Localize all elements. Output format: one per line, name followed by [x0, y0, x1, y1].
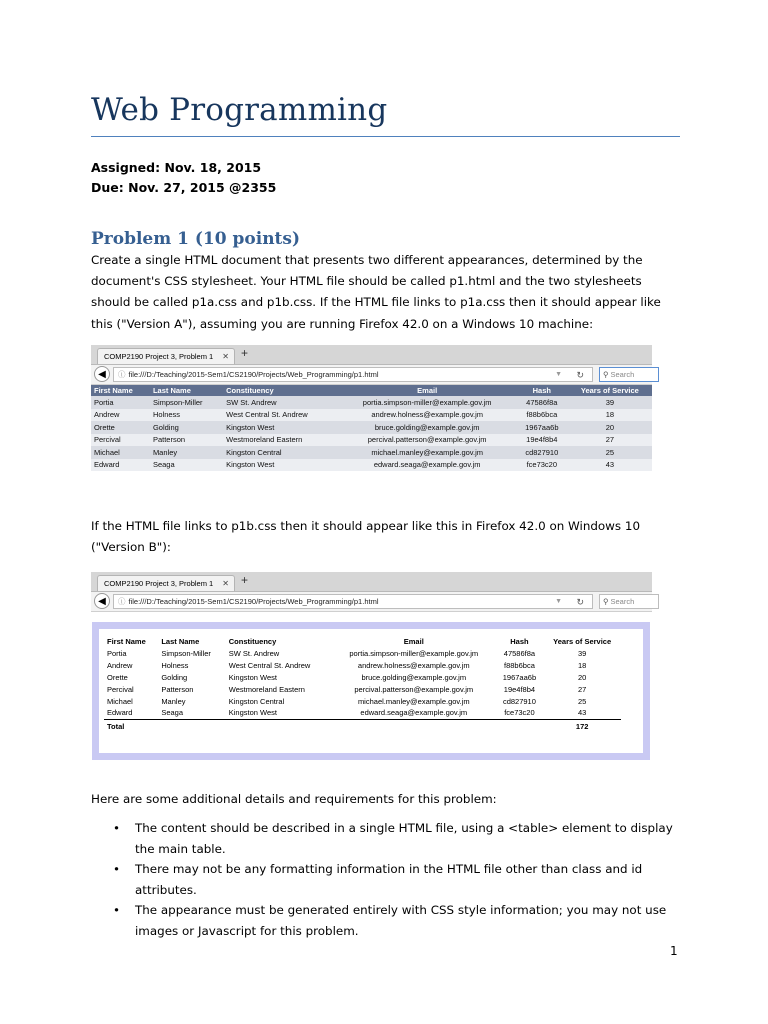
cell: 20 — [568, 421, 652, 434]
header-constituency: Constituency — [228, 637, 277, 646]
cell: Patterson — [161, 684, 194, 694]
header-last-name: Last Name — [161, 637, 200, 646]
cell: Kingston West — [223, 459, 338, 472]
cell: 20 — [577, 672, 587, 682]
cell: Seaga — [161, 708, 183, 718]
version-b-paragraph: If the HTML file links to p1b.css then it should appear like this in Firefox 42.0 on Windows 10 ("Version B"): — [91, 519, 641, 555]
cell: portia.simpson-miller@example.gov.jm — [349, 649, 479, 659]
cell: edward.seaga@example.gov.jm — [338, 459, 515, 472]
cell: andrew.holness@example.gov.jm — [357, 661, 470, 671]
table-header-row — [91, 385, 652, 396]
cell: Manley — [150, 446, 223, 459]
close-icon[interactable]: ✕ — [222, 579, 229, 588]
cell: bruce.golding@example.gov.jm — [361, 672, 467, 682]
assigned-line — [91, 160, 261, 175]
cell: Kingston Central — [228, 696, 285, 706]
new-tab-icon[interactable]: + — [241, 573, 249, 587]
cell: Orette — [107, 672, 128, 682]
problem-heading: Problem 1 (10 points) — [91, 229, 301, 249]
search-placeholder: Search — [610, 597, 635, 606]
total-value: 172 — [543, 719, 621, 733]
chevron-down-icon[interactable]: ▼ — [555, 598, 562, 605]
table-row — [91, 396, 652, 409]
back-arrow-icon[interactable]: ◀ — [94, 593, 110, 609]
tab-title: COMP2190 Project 3, Problem 1 — [104, 579, 214, 588]
search-icon: ⚲ — [603, 370, 609, 379]
header-email: Email — [403, 637, 424, 646]
cell: Simpson-Miller — [150, 396, 223, 409]
table-header-row — [104, 635, 621, 648]
url-bar[interactable] — [113, 594, 593, 609]
url-text: file:///D:/Teaching/2015-Sem1/CS2190/Projects/Web_Programming/p1.html — [128, 597, 379, 606]
info-icon: ⓘ — [118, 597, 126, 606]
cell: Percival — [91, 434, 150, 447]
new-tab-icon[interactable]: + — [241, 346, 249, 360]
cell — [496, 719, 544, 733]
cell: 47586f8a — [516, 396, 568, 409]
cell: SW St. Andrew — [223, 396, 338, 409]
cell: Kingston Central — [223, 446, 338, 459]
table-row — [104, 695, 621, 707]
browser-tab-bar — [91, 572, 652, 592]
cell: 19e4f8b4 — [516, 434, 568, 447]
cell: edward.seaga@example.gov.jm — [360, 708, 468, 718]
cell: michael.manley@example.gov.jm — [338, 446, 515, 459]
browser-tab[interactable] — [97, 348, 235, 364]
cell: 18 — [568, 409, 652, 422]
table-row — [91, 421, 652, 434]
cell: 27 — [568, 434, 652, 447]
cell: f88b6bca — [504, 661, 535, 671]
cell: 43 — [577, 708, 587, 718]
cell: Andrew — [107, 661, 133, 671]
cell: Andrew — [91, 409, 150, 422]
list-item: • The appearance must be generated entirely with CSS style information; you may not use images or Javascript for this problem. — [91, 900, 691, 941]
due-value: Nov. 27, 2015 @2355 — [128, 180, 277, 195]
screenshot-version-b — [91, 572, 652, 612]
cell: portia.simpson-miller@example.gov.jm — [338, 396, 515, 409]
table-version-a — [91, 385, 652, 471]
cell: Edward — [91, 459, 150, 472]
chevron-down-icon[interactable]: ▼ — [555, 371, 562, 378]
table-row — [104, 648, 621, 660]
cell: 1967aa6b — [516, 421, 568, 434]
header-last-name: Last Name — [150, 385, 223, 396]
cell — [226, 719, 332, 733]
tab-title: COMP2190 Project 3, Problem 1 — [104, 352, 214, 361]
reload-icon[interactable]: ↻ — [576, 597, 584, 607]
cell: Kingston West — [228, 708, 277, 718]
table-row — [104, 707, 621, 719]
url-text: file:///D:/Teaching/2015-Sem1/CS2190/Projects/Web_Programming/p1.html — [128, 370, 379, 379]
search-placeholder: Search — [610, 370, 635, 379]
header-first-name: First Name — [91, 385, 150, 396]
intro-paragraph: Create a single HTML document that presents two different appearances, determined by the document's CSS stylesheet. Your HTML file should be called p1.html and the two stylesheets should be called p1a.css and p1b.css. If the HTML file links to p1a.css then it should appear like this ("Version A"), assuming you are running Firefox 42.0 on a Windows 10 machine: — [91, 253, 661, 331]
cell: Westmoreland Eastern — [228, 684, 305, 694]
browser-tab-bar — [91, 345, 652, 365]
cell: 25 — [568, 446, 652, 459]
due-label: Due: — [91, 180, 124, 195]
close-icon[interactable]: ✕ — [222, 352, 229, 361]
cell: f88b6bca — [516, 409, 568, 422]
page-number: 1 — [670, 944, 678, 958]
page-title: Web Programming — [91, 92, 388, 128]
cell: percival.patterson@example.gov.jm — [354, 684, 474, 694]
cell: Holness — [150, 409, 223, 422]
cell: michael.manley@example.gov.jm — [357, 696, 470, 706]
table-row — [91, 459, 652, 472]
browser-nav-bar — [91, 365, 652, 385]
cell: Percival — [107, 684, 134, 694]
cell: Portia — [107, 649, 127, 659]
cell: Portia — [91, 396, 150, 409]
header-first-name: First Name — [107, 637, 146, 646]
requirements-list — [91, 818, 691, 941]
cell: Kingston West — [223, 421, 338, 434]
cell: cd827910 — [516, 446, 568, 459]
cell: Westmoreland Eastern — [223, 434, 338, 447]
header-constituency: Constituency — [223, 385, 338, 396]
cell: Golding — [161, 672, 188, 682]
header-email: Email — [338, 385, 515, 396]
cell: Kingston West — [228, 672, 277, 682]
search-input[interactable] — [599, 594, 659, 609]
cell: Patterson — [150, 434, 223, 447]
cell: Edward — [107, 708, 133, 718]
cell: 25 — [577, 696, 587, 706]
cell: 47586f8a — [503, 649, 536, 659]
table-total-row — [104, 719, 621, 733]
header-hash: Hash — [516, 385, 568, 396]
cell: Michael — [91, 446, 150, 459]
cell: Holness — [161, 661, 189, 671]
cell: cd827910 — [502, 696, 536, 706]
screenshot-version-a — [91, 345, 652, 471]
cell: West Central St. Andrew — [223, 409, 338, 422]
url-bar[interactable] — [113, 367, 593, 382]
cell: percival.patterson@example.gov.jm — [338, 434, 515, 447]
info-icon: ⓘ — [118, 370, 126, 379]
table-row — [104, 683, 621, 695]
cell: Seaga — [150, 459, 223, 472]
cell: fce73c20 — [504, 708, 535, 718]
header-years: Years of Service — [568, 385, 652, 396]
cell: 27 — [577, 684, 587, 694]
cell: Simpson-Miller — [161, 649, 211, 659]
table-row — [91, 446, 652, 459]
cell: 18 — [577, 661, 587, 671]
reload-icon[interactable]: ↻ — [576, 370, 584, 380]
cell: Orette — [91, 421, 150, 434]
details-intro: Here are some additional details and requirements for this problem: — [91, 792, 497, 806]
table-row — [104, 660, 621, 672]
cell: Golding — [150, 421, 223, 434]
cell: Michael — [107, 696, 133, 706]
cell: 39 — [568, 396, 652, 409]
list-item: • There may not be any formatting information in the HTML file other than class and id attributes. — [91, 859, 691, 900]
back-arrow-icon[interactable]: ◀ — [94, 366, 110, 382]
due-line — [91, 180, 276, 195]
cell: West Central St. Andrew — [228, 661, 311, 671]
header-years: Years of Service — [553, 637, 612, 646]
cell: SW St. Andrew — [228, 649, 280, 659]
table-row — [91, 434, 652, 447]
cell: Manley — [161, 696, 186, 706]
assigned-label: Assigned: — [91, 160, 161, 175]
cell: 1967aa6b — [502, 672, 537, 682]
table-row — [91, 409, 652, 422]
total-label: Total — [104, 719, 158, 733]
title-rule — [91, 136, 680, 137]
cell: bruce.golding@example.gov.jm — [338, 421, 515, 434]
cell: 39 — [577, 649, 587, 659]
cell: 19e4f8b4 — [503, 684, 536, 694]
cell — [332, 719, 496, 733]
cell: andrew.holness@example.gov.jm — [338, 409, 515, 422]
search-icon: ⚲ — [603, 597, 609, 606]
cell: 43 — [568, 459, 652, 472]
table-version-b — [104, 635, 621, 733]
version-b-frame — [92, 622, 650, 760]
cell: fce73c20 — [516, 459, 568, 472]
search-input[interactable] — [599, 367, 659, 382]
header-hash: Hash — [510, 637, 529, 646]
table-row — [104, 672, 621, 684]
browser-nav-bar — [91, 592, 652, 612]
assigned-value: Nov. 18, 2015 — [164, 160, 262, 175]
list-item: • The content should be described in a single HTML file, using a <table> element to display the main table. — [91, 818, 691, 859]
cell — [158, 719, 225, 733]
browser-tab[interactable] — [97, 575, 235, 591]
